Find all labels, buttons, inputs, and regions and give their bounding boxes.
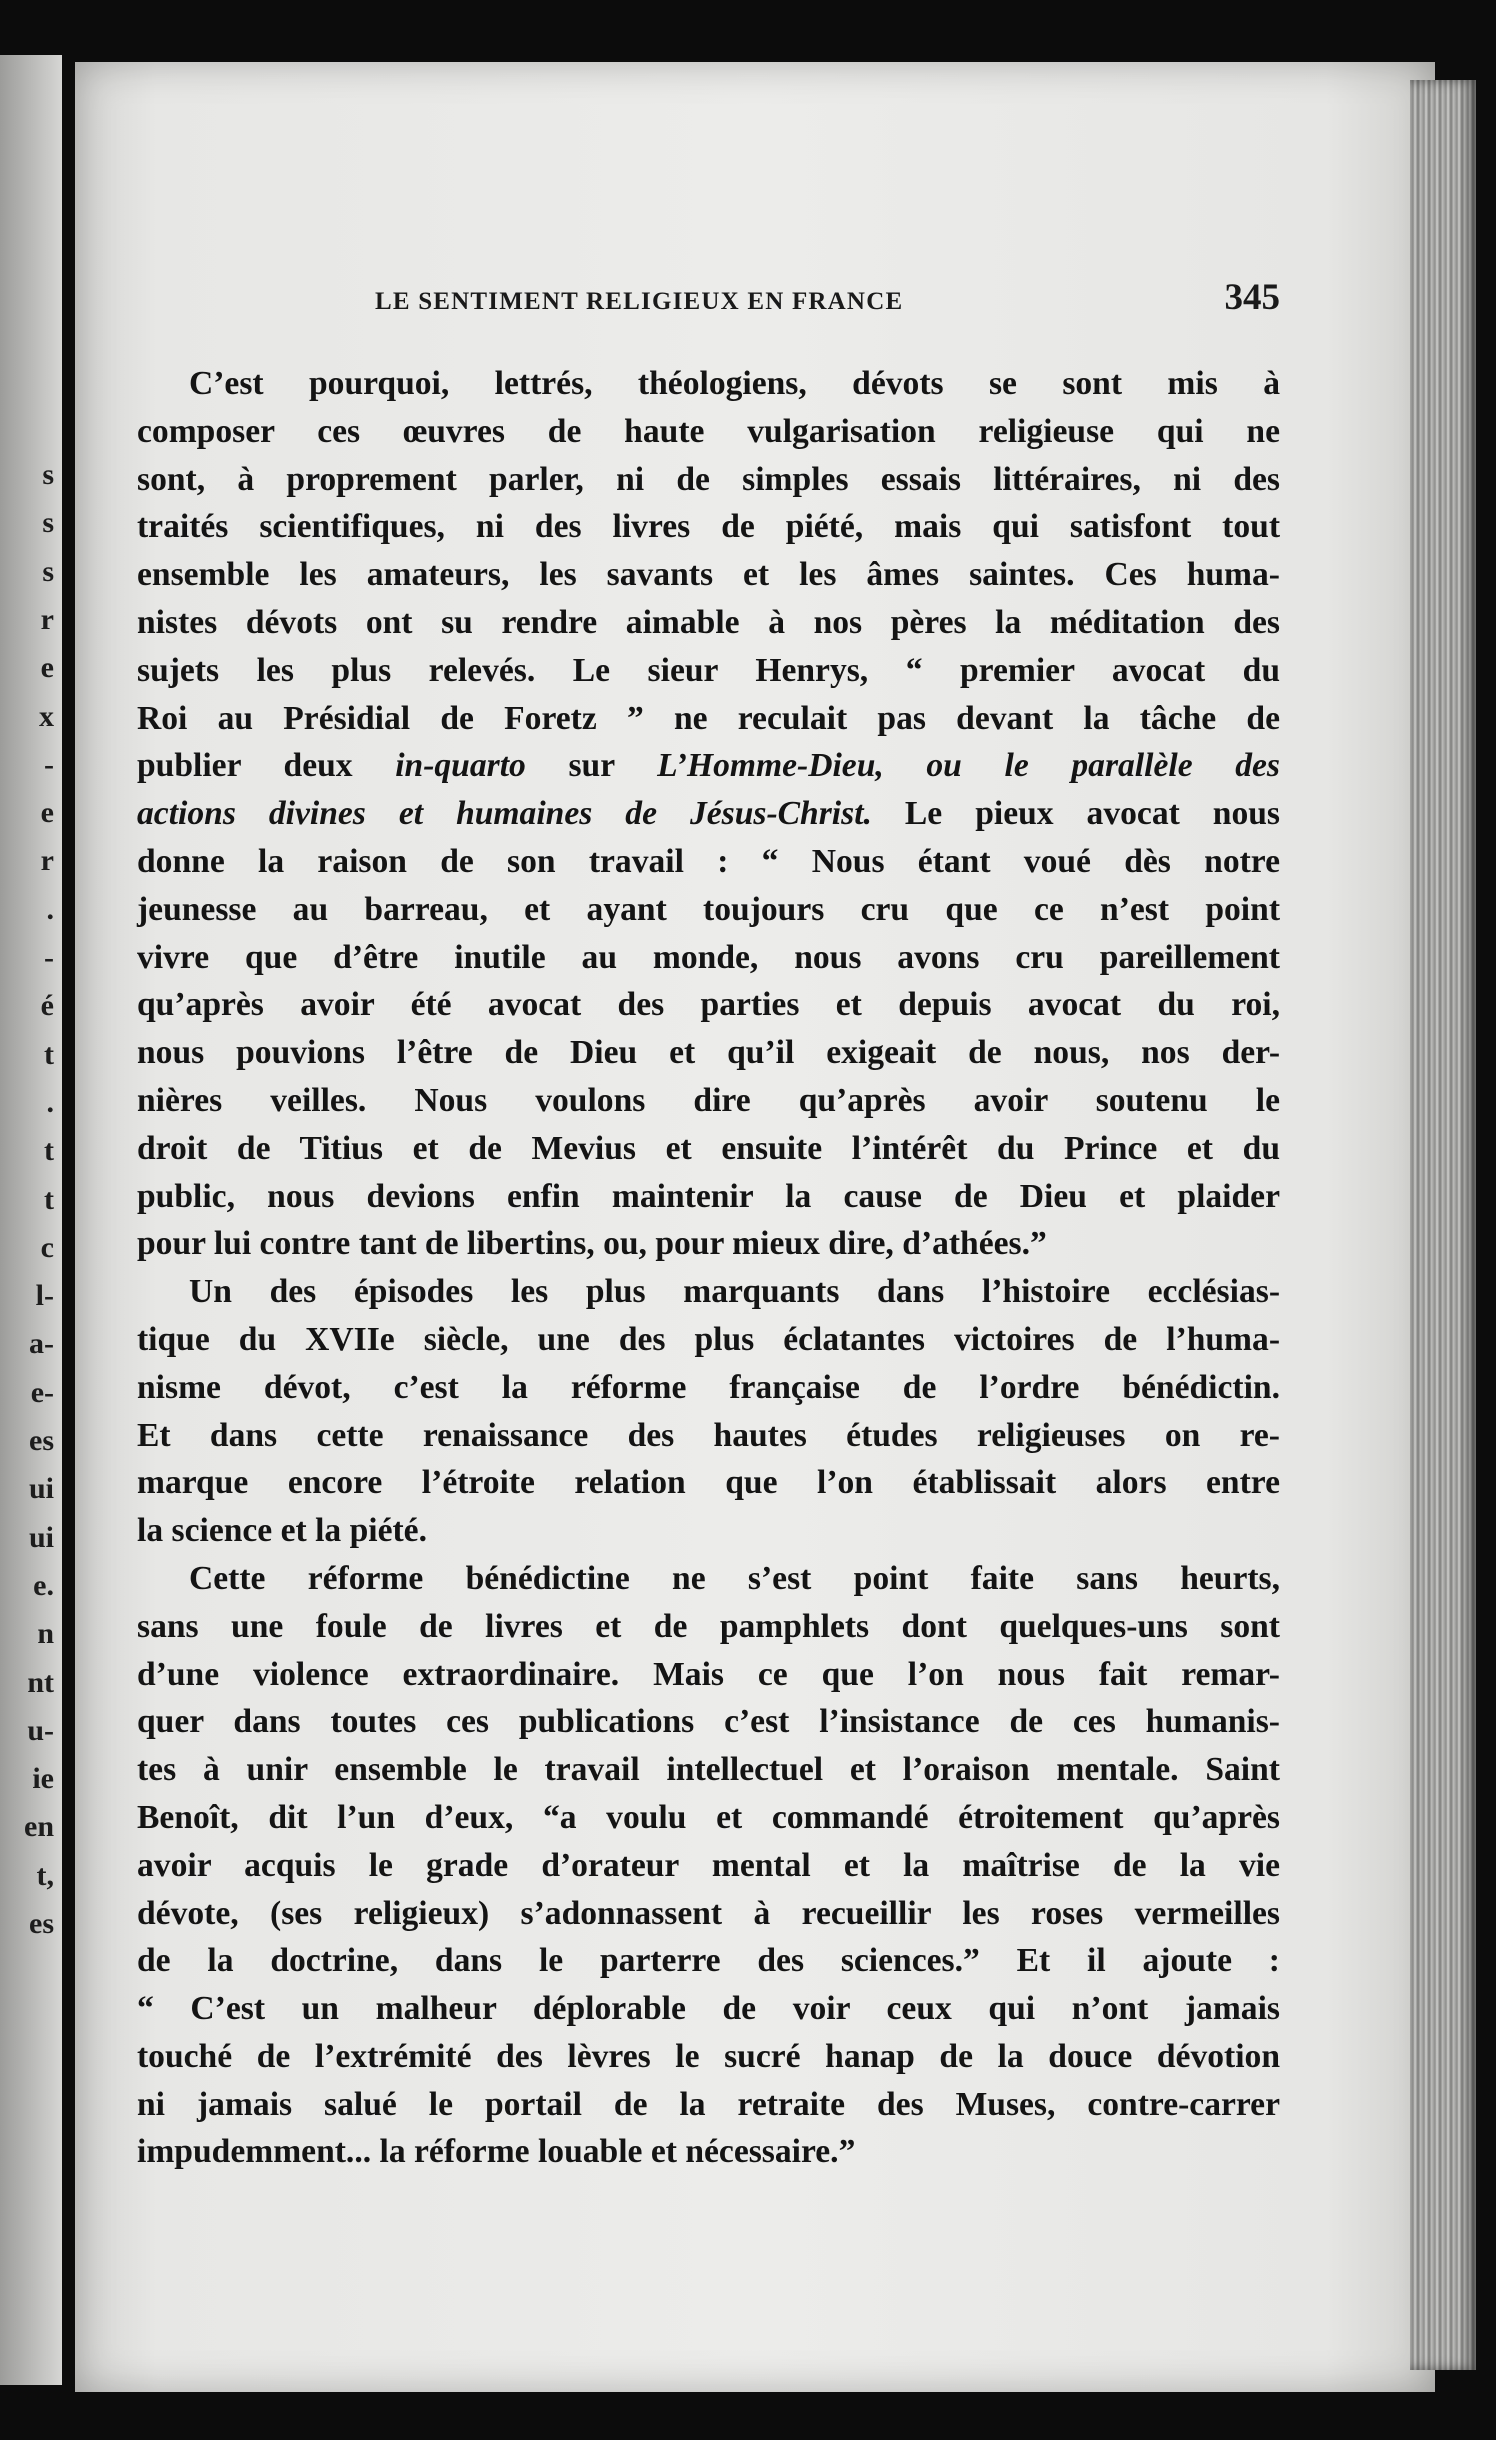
- italic-text: in-quarto: [395, 747, 526, 785]
- text-line: pour lui contre tant de libertins, ou, pour mieux dire, d’athées.”: [137, 1225, 1047, 1263]
- facing-page-fragment: s: [42, 554, 54, 588]
- facing-page-fragment: r: [40, 844, 54, 878]
- facing-page-fragment: s: [42, 458, 54, 491]
- text-line: qu’après avoir été avocat des parties et depuis avocat du roi,: [137, 986, 1280, 1024]
- text-line: vivre que d’être inutile au monde, nous avons cru pareillement: [137, 938, 1280, 976]
- text-line: traités scientifiques, ni des livres de piété, mais qui satisfont tout: [137, 508, 1280, 546]
- text-line: Roi au Présidial de Foretz ” ne reculait pas devant la tâche de: [137, 699, 1280, 737]
- facing-page-fragment: es: [29, 1424, 54, 1457]
- italic-text: L’Homme-Dieu, ou le parallèle des: [657, 747, 1280, 785]
- paragraph: [137, 1555, 1280, 2176]
- facing-page-fragment: e: [40, 651, 54, 685]
- facing-page-fragment: n: [37, 1617, 54, 1651]
- facing-page-fragment: e.: [33, 1568, 54, 1602]
- text-line: nistes dévots ont su rendre aimable à nos pères la méditation des: [137, 603, 1280, 641]
- facing-page-fragment: l-: [35, 1279, 54, 1313]
- facing-page-fragment: u-: [27, 1713, 54, 1747]
- text-line: la science et la piété.: [137, 1512, 427, 1550]
- running-head: [375, 276, 1280, 319]
- text-span: publier deux: [137, 747, 396, 785]
- facing-page-fragment: nt: [27, 1665, 54, 1699]
- text-line: marque encore l’étroite relation que l’on établissait alors entre: [137, 1464, 1280, 1502]
- facing-page-fragment: es: [29, 1907, 54, 1940]
- text-line: touché de l’extrémité des lèvres le sucré hanap de la douce dévotion: [137, 2037, 1280, 2075]
- page-number: 345: [1224, 277, 1280, 318]
- text-line: d’une violence extraordinaire. Mais ce que l’on nous fait remar-: [137, 1655, 1280, 1693]
- text-line: donne la raison de son travail : “ Nous étant voué dès notre: [137, 842, 1280, 880]
- facing-page-fragment: -: [44, 941, 54, 974]
- facing-page-fragments: [0, 0, 60, 2440]
- facing-page-fragment: ie: [32, 1762, 54, 1796]
- text-line: nières veilles. Nous voulons dire qu’après avoir soutenu le: [137, 1081, 1280, 1119]
- text-line: sans une foule de livres et de pamphlets dont quelques-uns sont: [137, 1607, 1280, 1645]
- text-line: de la doctrine, dans le parterre des sciences.” Et il ajoute :: [137, 1942, 1280, 1980]
- facing-page-fragment: t: [44, 1134, 54, 1168]
- text-line: quer dans toutes ces publications c’est l’insistance de ces humanis-: [137, 1703, 1280, 1741]
- text-line: jeunesse au barreau, et ayant toujours cru que ce n’est point: [137, 890, 1280, 928]
- facing-page-fragment: e-: [30, 1375, 54, 1409]
- facing-page-fragment: é: [40, 989, 54, 1023]
- facing-page-fragment: .: [46, 1085, 54, 1119]
- text-span: Le pieux avocat nous: [871, 795, 1280, 833]
- facing-page-fragment: .: [46, 892, 54, 926]
- facing-page-fragment: x: [39, 699, 54, 733]
- text-line: composer ces œuvres de haute vulgarisation religieuse qui ne: [137, 412, 1280, 450]
- facing-page-fragment: e: [40, 796, 54, 830]
- facing-page-fragment: c: [40, 1230, 54, 1264]
- text-line: tes à unir ensemble le travail intellectuel et l’oraison mentale. Saint: [137, 1751, 1280, 1789]
- italic-text: actions divines et humaines de Jésus-Christ.: [137, 795, 872, 833]
- running-head-title: LE SENTIMENT RELIGIEUX EN FRANCE: [375, 288, 904, 315]
- facing-page-fragment: t: [44, 1182, 54, 1216]
- facing-page-fragment: a-: [29, 1327, 54, 1361]
- text-line: sont, à proprement parler, ni de simples essais littéraires, ni des: [137, 460, 1280, 498]
- text-line: ni jamais salué le portail de la retraite des Muses, contre-carrer: [137, 2085, 1280, 2123]
- text-line: tique du XVIIe siècle, une des plus éclatantes victoires de l’huma-: [137, 1320, 1280, 1358]
- facing-page-fragment: r: [40, 602, 54, 636]
- text-line: “ C’est un malheur déplorable de voir ceux qui n’ont jamais: [137, 1990, 1280, 2028]
- text-span: sur: [525, 747, 658, 785]
- facing-page-fragment: ui: [28, 1520, 54, 1554]
- text-line: nisme dévot, c’est la réforme française de l’ordre bénédictin.: [137, 1368, 1280, 1406]
- facing-page-fragment: t,: [36, 1858, 54, 1892]
- text-line: [137, 742, 1280, 790]
- text-line: Un des épisodes les plus marquants dans l’histoire ecclésias-: [189, 1273, 1280, 1311]
- facing-page-fragment: ui: [28, 1472, 54, 1506]
- paragraph: [137, 1268, 1280, 1555]
- facing-page-fragment: -: [44, 747, 54, 781]
- text-line: avoir acquis le grade d’orateur mental et la maîtrise de la vie: [137, 1846, 1280, 1884]
- text-line: Cette réforme bénédictine ne s’est point faite sans heurts,: [189, 1559, 1280, 1597]
- text-line: nous pouvions l’être de Dieu et qu’il exigeait de nous, nos der-: [137, 1034, 1280, 1072]
- text-line: public, nous devions enfin maintenir la cause de Dieu et plaider: [137, 1177, 1280, 1215]
- text-line: [137, 790, 1280, 838]
- facing-page-fragment: en: [24, 1810, 54, 1844]
- body-text: [137, 360, 1280, 2176]
- page-stack-edges: [1410, 80, 1476, 2370]
- text-line: Et dans cette renaissance des hautes études religieuses on re-: [137, 1416, 1280, 1454]
- text-line: droit de Titius et de Mevius et ensuite l’intérêt du Prince et du: [137, 1129, 1280, 1167]
- text-line: dévote, (ses religieux) s’adonnassent à recueillir les roses vermeilles: [137, 1894, 1280, 1932]
- paragraph: [137, 360, 1280, 1268]
- text-line: impudemment... la réforme louable et nécessaire.”: [137, 2133, 856, 2171]
- facing-page-fragment: t: [44, 1037, 54, 1071]
- facing-page-fragment: s: [42, 506, 54, 540]
- text-line: Benoît, dit l’un d’eux, “a voulu et commandé étroitement qu’après: [137, 1798, 1280, 1836]
- text-line: ensemble les amateurs, les savants et les âmes saintes. Ces huma-: [137, 556, 1280, 594]
- text-line: C’est pourquoi, lettrés, théologiens, dévots se sont mis à: [189, 365, 1280, 402]
- text-line: sujets les plus relevés. Le sieur Henrys, “ premier avocat du: [137, 651, 1280, 689]
